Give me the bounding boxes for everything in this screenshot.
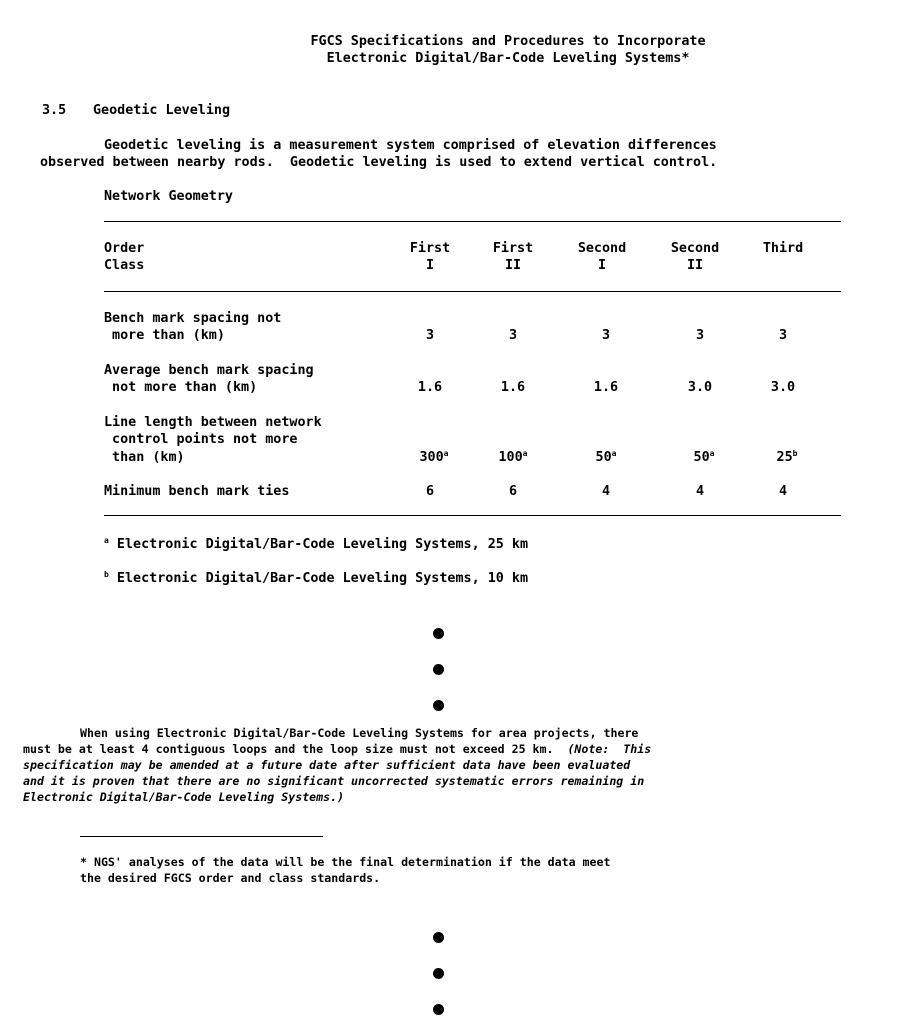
- row-3-value-1-number: 300: [419, 450, 444, 465]
- table-header-rule: [104, 291, 841, 292]
- star-footnote-line-1: * NGS' analyses of the data will be the final determination if the data meet: [80, 855, 611, 869]
- table-top-rule: [104, 221, 841, 222]
- row-3-label-line-3: than (km): [104, 450, 185, 465]
- footnote-separator: [80, 836, 323, 837]
- section-heading: Geodetic Leveling: [93, 103, 231, 118]
- col-order-1: First: [409, 241, 451, 256]
- row-3-value-1: [404, 449, 464, 466]
- area-paragraph-note-start: (Note: This: [567, 742, 652, 756]
- col-order-4: Second: [670, 241, 720, 256]
- row-1-value-4: 3: [695, 328, 705, 343]
- row-4-value-5: 4: [778, 484, 788, 499]
- row-3-value-5-number: 25: [776, 450, 793, 465]
- row-1-value-3: 3: [601, 328, 611, 343]
- row-3-value-4: [674, 449, 734, 466]
- table-footnote-b: [104, 570, 528, 587]
- col-order-5: Third: [762, 241, 804, 256]
- header-order-label: Order: [104, 241, 145, 256]
- row-3-value-5: [757, 449, 817, 466]
- area-paragraph-line-2-normal: must be at least 4 contiguous loops and the loop size must not exceed 25 km.: [23, 742, 568, 756]
- row-2-value-4: 3.0: [687, 380, 713, 395]
- col-class-4: II: [686, 258, 704, 273]
- star-footnote-line-2: the desired FGCS order and class standards.: [80, 871, 381, 885]
- row-3-note-3: a: [611, 449, 617, 458]
- row-2-label-line-1: Average bench mark spacing: [104, 363, 314, 378]
- table-footnote-b-mark: b: [104, 570, 109, 579]
- row-4-value-2: 6: [508, 484, 518, 499]
- area-paragraph-line-5: Electronic Digital/Bar-Code Leveling Systems.): [23, 790, 345, 804]
- table-caption: Network Geometry: [104, 189, 233, 204]
- row-3-note-2: a: [522, 449, 528, 458]
- col-class-3: I: [597, 258, 607, 273]
- row-3-value-3-number: 50: [595, 450, 612, 465]
- row-2-value-3: 1.6: [593, 380, 619, 395]
- row-3-note-5: b: [792, 449, 798, 458]
- row-4-label-line-1: Minimum bench mark ties: [104, 484, 290, 499]
- row-2-value-1: 1.6: [417, 380, 443, 395]
- intro-line-2: observed between nearby rods. Geodetic leveling is used to extend vertical control.: [40, 155, 718, 170]
- row-1-label-line-2: more than (km): [104, 328, 225, 343]
- row-3-value-4-number: 50: [693, 450, 710, 465]
- document-title-line-1: FGCS Specifications and Procedures to Incorporate: [310, 34, 706, 49]
- ellipsis-dot: [433, 1004, 444, 1015]
- table-footnote-a-mark: a: [104, 536, 109, 545]
- row-1-value-5: 3: [778, 328, 788, 343]
- ellipsis-dot: [433, 700, 444, 711]
- ellipsis-dot: [433, 664, 444, 675]
- row-1-value-1: 3: [425, 328, 435, 343]
- col-order-3: Second: [577, 241, 627, 256]
- area-paragraph-line-2: [23, 741, 651, 757]
- row-2-value-2: 1.6: [500, 380, 526, 395]
- row-3-label-line-2: control points not more: [104, 432, 298, 447]
- row-1-label-line-1: Bench mark spacing not: [104, 311, 282, 326]
- section-number: 3.5: [42, 103, 67, 118]
- intro-line-1: Geodetic leveling is a measurement system comprised of elevation differences: [104, 138, 717, 153]
- col-class-2: II: [504, 258, 522, 273]
- row-3-note-4: a: [709, 449, 715, 458]
- table-footnote-a-text: Electronic Digital/Bar-Code Leveling Systems, 25 km: [116, 537, 529, 552]
- row-3-value-2-number: 100: [498, 450, 523, 465]
- table-footnote-a: [104, 536, 528, 553]
- row-2-value-5: 3.0: [770, 380, 796, 395]
- area-paragraph-line-3: specification may be amended at a future date after sufficient data have been evaluated: [23, 758, 631, 772]
- col-order-2: First: [492, 241, 534, 256]
- table-bottom-rule: [104, 515, 841, 516]
- row-1-value-2: 3: [508, 328, 518, 343]
- row-3-value-3: [576, 449, 636, 466]
- header-class-label: Class: [104, 258, 145, 273]
- row-4-value-1: 6: [425, 484, 435, 499]
- row-4-value-4: 4: [695, 484, 705, 499]
- row-3-note-1: a: [443, 449, 449, 458]
- ellipsis-dot: [433, 968, 444, 979]
- col-class-1: I: [425, 258, 435, 273]
- row-3-value-2: [483, 449, 543, 466]
- ellipsis-dot: [433, 932, 444, 943]
- row-2-label-line-2: not more than (km): [104, 380, 258, 395]
- ellipsis-dot: [433, 628, 444, 639]
- document-title-line-2: Electronic Digital/Bar-Code Leveling Systems*: [326, 51, 690, 66]
- area-paragraph-line-4: and it is proven that there are no significant uncorrected systematic errors remaining in: [23, 774, 645, 788]
- area-paragraph-line-1: When using Electronic Digital/Bar-Code Leveling Systems for area projects, there: [80, 726, 639, 740]
- row-3-label-line-1: Line length between network: [104, 415, 322, 430]
- row-4-value-3: 4: [601, 484, 611, 499]
- table-footnote-b-text: Electronic Digital/Bar-Code Leveling Systems, 10 km: [116, 571, 529, 586]
